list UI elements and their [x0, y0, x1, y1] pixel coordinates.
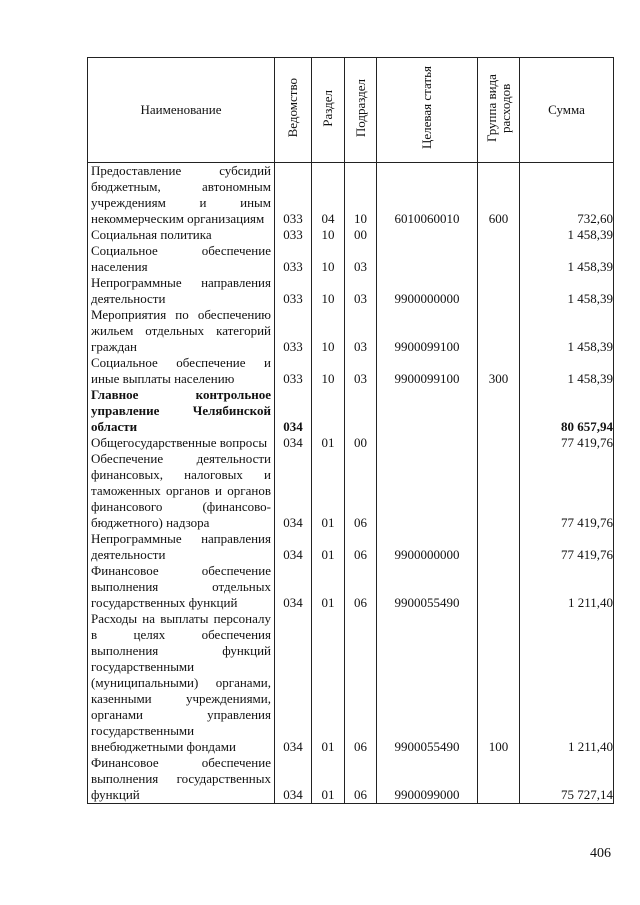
budget-table: [87, 57, 614, 804]
row-target: 6010060010: [377, 163, 478, 228]
table-row: [88, 611, 614, 755]
row-sum: 1 458,39: [520, 355, 614, 387]
row-exp-group: [478, 243, 520, 275]
row-sum: 1 211,40: [520, 611, 614, 755]
row-dept: 033: [275, 275, 312, 307]
row-subsection: 06: [345, 755, 377, 804]
row-subsection: 00: [345, 227, 377, 243]
row-name: Финансовое обеспечение выполнения государственных функций: [88, 755, 275, 804]
row-exp-group: [478, 307, 520, 355]
row-name: Главное контрольное управление Челябинской области: [88, 387, 275, 435]
row-section: 01: [312, 435, 345, 451]
row-target: 9900099000: [377, 755, 478, 804]
row-name: Расходы на выплаты персоналу в целях обеспечения выполнения функций государственными (муниципальными) органами, казенными учреждениями, органами управления государственными внебюджетными фондами: [88, 611, 275, 755]
row-dept: 034: [275, 611, 312, 755]
row-section: 10: [312, 275, 345, 307]
table-row: [88, 355, 614, 387]
row-sum: 77 419,76: [520, 531, 614, 563]
table-row: [88, 755, 614, 804]
table-row: [88, 451, 614, 531]
row-section: 04: [312, 163, 345, 228]
row-exp-group: [478, 755, 520, 804]
row-section: 01: [312, 611, 345, 755]
row-target: 9900055490: [377, 611, 478, 755]
row-subsection: 10: [345, 163, 377, 228]
row-exp-group: [478, 435, 520, 451]
row-dept: 034: [275, 451, 312, 531]
row-exp-group: [478, 227, 520, 243]
table-row: [88, 435, 614, 451]
row-name: Обеспечение деятельности финансовых, налоговых и таможенных органов и органов финансового (финансово-бюджетного) надзора: [88, 451, 275, 531]
row-subsection: 06: [345, 531, 377, 563]
row-exp-group: 100: [478, 611, 520, 755]
row-section: 10: [312, 355, 345, 387]
table-row: [88, 563, 614, 611]
row-target: 9900055490: [377, 563, 478, 611]
row-section: 01: [312, 755, 345, 804]
row-name: Мероприятия по обеспечению жильем отдельных категорий граждан: [88, 307, 275, 355]
row-dept: 034: [275, 531, 312, 563]
row-dept: 033: [275, 163, 312, 228]
row-section: [312, 387, 345, 435]
row-exp-group: 600: [478, 163, 520, 228]
table-row: [88, 163, 614, 228]
header-subsection: [345, 58, 377, 163]
row-sum: 732,60: [520, 163, 614, 228]
header-exp-group-label: Группа вида расходов: [483, 74, 513, 142]
header-target: [377, 58, 478, 163]
row-sum: 1 458,39: [520, 275, 614, 307]
header-section: [312, 58, 345, 163]
row-subsection: 03: [345, 275, 377, 307]
row-section: 10: [312, 227, 345, 243]
row-dept: 033: [275, 307, 312, 355]
row-subsection: 03: [345, 307, 377, 355]
row-section: 01: [312, 563, 345, 611]
row-dept: 034: [275, 387, 312, 435]
row-sum: 1 458,39: [520, 243, 614, 275]
row-name: Финансовое обеспечение выполнения отдельных государственных функций: [88, 563, 275, 611]
row-dept: 034: [275, 563, 312, 611]
row-section: 01: [312, 451, 345, 531]
row-sum: 1 458,39: [520, 307, 614, 355]
row-section: 10: [312, 307, 345, 355]
row-exp-group: [478, 451, 520, 531]
row-name: Общегосударственные вопросы: [88, 435, 275, 451]
row-target: [377, 227, 478, 243]
row-sum: 75 727,14: [520, 755, 614, 804]
header-dept-label: Ведомство: [285, 78, 300, 138]
row-exp-group: 300: [478, 355, 520, 387]
header-name: Наименование: [88, 58, 275, 163]
row-dept: 034: [275, 435, 312, 451]
row-exp-group: [478, 531, 520, 563]
row-subsection: 06: [345, 451, 377, 531]
header-subsection-label: Подраздел: [352, 78, 368, 138]
table-row: [88, 243, 614, 275]
row-name: Социальное обеспечение населения: [88, 243, 275, 275]
row-dept: 033: [275, 227, 312, 243]
row-subsection: 06: [345, 611, 377, 755]
row-subsection: 03: [345, 355, 377, 387]
row-target: 9900099100: [377, 307, 478, 355]
table-body: [88, 163, 614, 804]
row-subsection: [345, 387, 377, 435]
row-dept: 034: [275, 755, 312, 804]
row-target: [377, 387, 478, 435]
header-dept: [275, 58, 312, 163]
row-sum: 1 458,39: [520, 227, 614, 243]
row-dept: 033: [275, 243, 312, 275]
row-name: Непрограммные направления деятельности: [88, 531, 275, 563]
row-subsection: 03: [345, 243, 377, 275]
table-row: [88, 227, 614, 243]
table-header-row: [88, 58, 614, 163]
row-sum: 80 657,94: [520, 387, 614, 435]
row-name: Непрограммные направления деятельности: [88, 275, 275, 307]
row-sum: 1 211,40: [520, 563, 614, 611]
row-dept: 033: [275, 355, 312, 387]
table-row: [88, 531, 614, 563]
table-row: [88, 387, 614, 435]
row-exp-group: [478, 563, 520, 611]
row-name: Социальное обеспечение и иные выплаты населению: [88, 355, 275, 387]
row-target: [377, 243, 478, 275]
table-row: [88, 307, 614, 355]
header-section-label: Раздел: [320, 89, 335, 127]
row-section: 01: [312, 531, 345, 563]
row-target: 9900099100: [377, 355, 478, 387]
row-exp-group: [478, 387, 520, 435]
header-target-label: Целевая статья: [419, 66, 434, 150]
row-section: 10: [312, 243, 345, 275]
header-exp-group: [478, 58, 520, 163]
row-subsection: 06: [345, 563, 377, 611]
header-sum: Сумма: [520, 58, 614, 163]
row-target: [377, 451, 478, 531]
row-target: [377, 435, 478, 451]
row-subsection: 00: [345, 435, 377, 451]
row-target: 9900000000: [377, 275, 478, 307]
row-sum: 77 419,76: [520, 451, 614, 531]
row-name: Предоставление субсидий бюджетным, автономным учреждениям и иным некоммерческим организациям: [88, 163, 275, 228]
page-number: 406: [590, 846, 611, 861]
row-target: 9900000000: [377, 531, 478, 563]
row-sum: 77 419,76: [520, 435, 614, 451]
row-name: Социальная политика: [88, 227, 275, 243]
row-exp-group: [478, 275, 520, 307]
table-row: [88, 275, 614, 307]
